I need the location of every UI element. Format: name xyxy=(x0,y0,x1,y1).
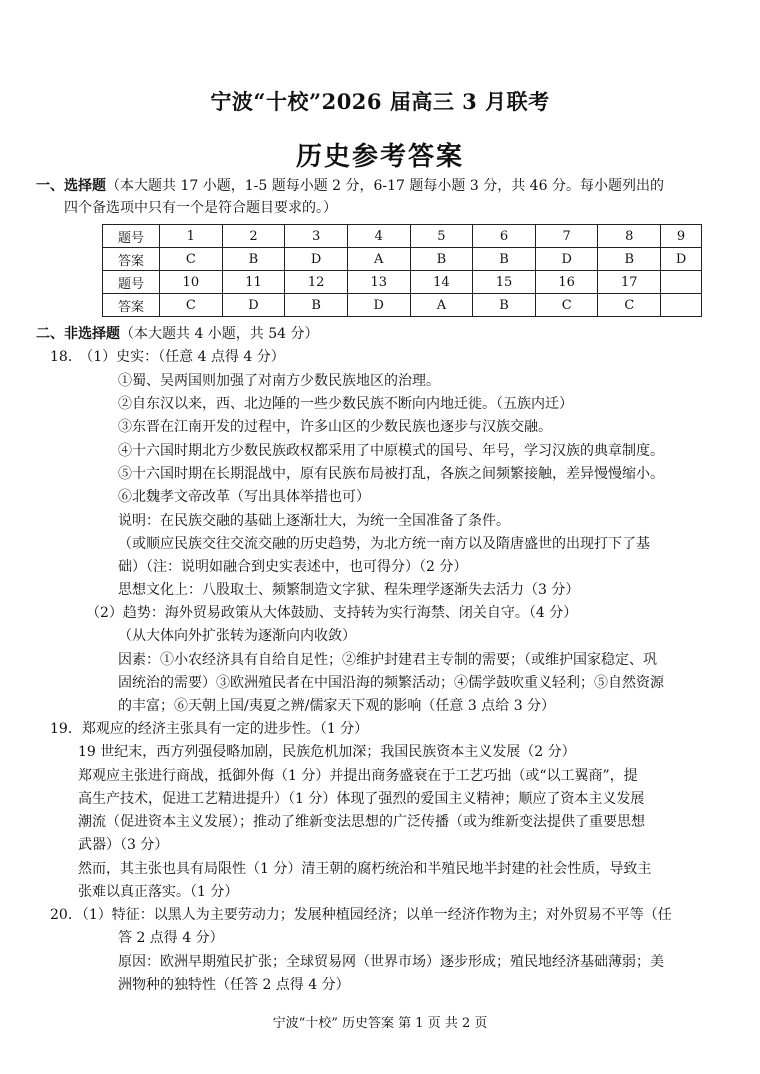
page-subtitle: 历史参考答案 xyxy=(295,142,464,172)
table-cell: B xyxy=(598,248,661,271)
q18-point-2: ②自东汉以来，西、北边陲的一些少数民族不断向内地迁徙。（五族内迁） xyxy=(118,396,573,412)
table-cell: 3 xyxy=(285,225,348,248)
table-cell: A xyxy=(347,248,410,271)
q18-explanation-alt: （或顺应民族交往交流交融的历史趋势，为北方统一南方以及隋唐盛世的出现打下了基 xyxy=(118,536,650,552)
q18-culture: 思想文化上：八股取士、频繁制造文字狱、程朱理学逐渐失去活力（3 分） xyxy=(118,582,580,598)
table-row-label: 题号 xyxy=(103,271,160,294)
q18-part2-factors-cont: 固统治的需要）③欧洲殖民者在中国沿海的频繁活动；④儒学鼓吹重义轻利；⑤自然资源 xyxy=(118,675,664,691)
table-cell: B xyxy=(473,248,536,271)
q19-line: 潮流（促进资本主义发展）；推动了维新变法思想的广泛传播（或为维新变法提供了重要思想 xyxy=(78,814,645,830)
table-cell: 6 xyxy=(473,225,536,248)
table-cell: B xyxy=(222,248,285,271)
section2-heading: 二、非选择题 xyxy=(36,326,120,342)
q19-line: 19 世纪末，西方列强侵略加剧，民族危机加深；我国民族资本主义发展（2 分） xyxy=(78,744,576,760)
table-cell: 12 xyxy=(285,271,348,294)
table-cell: D xyxy=(222,294,285,317)
q19-line: 张难以真正落实。（1 分） xyxy=(78,884,239,900)
table-cell: 11 xyxy=(222,271,285,294)
section2-intro-text: （本大题共 4 小题，共 54 分） xyxy=(120,326,319,342)
table-cell: 9 xyxy=(661,225,702,248)
table-cell xyxy=(661,271,702,294)
table-row-label: 题号 xyxy=(103,225,160,248)
table-cell: B xyxy=(410,248,473,271)
table-cell: 5 xyxy=(410,225,473,248)
table-row-label: 答案 xyxy=(103,294,160,317)
table-cell: 7 xyxy=(535,225,598,248)
table-cell: 1 xyxy=(160,225,223,248)
table-row xyxy=(103,294,702,317)
section1-intro-text: （本大题共 17 小题，1-5 题每小题 2 分，6-17 题每小题 3 分，共 46 分。每小题列出的 xyxy=(106,178,664,194)
table-cell: C xyxy=(535,294,598,317)
table-cell: 4 xyxy=(347,225,410,248)
section1-intro xyxy=(36,176,664,196)
table-cell: 13 xyxy=(347,271,410,294)
table-cell: 17 xyxy=(598,271,661,294)
table-row xyxy=(103,271,702,294)
table-cell: A xyxy=(410,294,473,317)
table-cell: D xyxy=(285,248,348,271)
q20-part1-features: 20．（1）特征：以黑人为主要劳动力；发展种植园经济；以单一经济作物为主；对外贸易不平等（任 xyxy=(50,907,672,923)
q18-part2-factors: 因素：①小农经济具有自给自足性；②维护封建君主专制的需要；（或维护国家稳定、巩 xyxy=(118,652,657,668)
table-cell: 2 xyxy=(222,225,285,248)
answer-table xyxy=(102,224,702,317)
q19-line: 高生产技术，促进工艺精进提升）（1 分）体现了强烈的爱国主义精神；顺应了资本主义发展 xyxy=(78,791,645,807)
table-cell: 10 xyxy=(160,271,223,294)
q20-part1-reasons: 原因：欧洲早期殖民扩张；全球贸易网（世界市场）逐步形成；殖民地经济基础薄弱；美 xyxy=(118,954,664,970)
table-cell: 14 xyxy=(410,271,473,294)
q18-point-6: ⑥北魏孝文帝改革（写出具体举措也可） xyxy=(118,489,370,505)
q18-explanation-alt-cont: 础）（注：说明如融合到史实表述中，也可得分）（2 分） xyxy=(118,559,468,575)
table-cell: C xyxy=(160,248,223,271)
section2-intro xyxy=(36,324,319,344)
q18-point-1: ①蜀、吴两国则加强了对南方少数民族地区的治理。 xyxy=(118,373,440,389)
q18-explanation: 说明：在民族交融的基础上逐渐壮大，为统一全国准备了条件。 xyxy=(118,513,510,529)
page-title: 宁波“十校”2026 届高三 3 月联考 xyxy=(210,89,550,114)
table-cell: 16 xyxy=(535,271,598,294)
section1-heading: 一、选择题 xyxy=(36,178,106,194)
table-row xyxy=(103,248,702,271)
q18-part1-heading: 18. （1）史实：（任意 4 点得 4 分） xyxy=(50,349,285,365)
q19-heading: 19．郑观应的经济主张具有一定的进步性。（1 分） xyxy=(50,721,369,737)
table-row xyxy=(103,225,702,248)
q20-part1-reasons-cont: 洲物种的独特性（任答 2 点得 4 分） xyxy=(118,977,350,993)
q19-line: 郑观应主张进行商战，抵御外侮（1 分）并提出商务盛衰在于工艺巧拙（或“以工翼商”，提 xyxy=(78,768,638,784)
q18-point-4: ④十六国时期北方少数民族政权都采用了中原模式的国号、年号，学习汉族的典章制度。 xyxy=(118,443,664,459)
table-row-label: 答案 xyxy=(103,248,160,271)
q20-part1-features-cont: 答 2 点得 4 分） xyxy=(118,930,224,946)
table-cell: B xyxy=(285,294,348,317)
q19-line: 然而，其主张也具有局限性（1 分）清王朝的腐朽统治和半殖民地半封建的社会性质，导致主 xyxy=(78,861,652,877)
table-cell: 15 xyxy=(473,271,536,294)
table-cell: D xyxy=(661,248,702,271)
page-footer: 宁波“十校” 历史答案 第 1 页 共 2 页 xyxy=(272,1016,488,1031)
table-cell xyxy=(661,294,702,317)
q18-point-5: ⑤十六国时期在长期混战中，原有民族布局被打乱，各族之间频繁接触，差异慢慢缩小。 xyxy=(118,466,664,482)
q18-part2-trend: （2）趋势：海外贸易政策从大体鼓励、支持转为实行海禁、闭关自守。（4 分） xyxy=(86,605,578,621)
q18-point-3: ③东晋在江南开发的过程中，许多山区的少数民族也逐步与汉族交融。 xyxy=(118,419,552,435)
section1-intro-line2: 四个备选项中只有一个是符合题目要求的。） xyxy=(64,200,337,216)
q18-part2-trend-alt: （从大体向外扩张转为逐渐向内收敛） xyxy=(118,628,356,644)
table-cell: 8 xyxy=(598,225,661,248)
table-cell: D xyxy=(347,294,410,317)
table-cell: D xyxy=(535,248,598,271)
table-cell: B xyxy=(473,294,536,317)
q19-line: 武器）（3 分） xyxy=(78,837,169,853)
table-cell: C xyxy=(160,294,223,317)
q18-part2-factors-end: 的丰富；⑥天朝上国/夷夏之辨/儒家天下观的影响（任意 3 点给 3 分） xyxy=(118,698,556,714)
table-cell: C xyxy=(598,294,661,317)
